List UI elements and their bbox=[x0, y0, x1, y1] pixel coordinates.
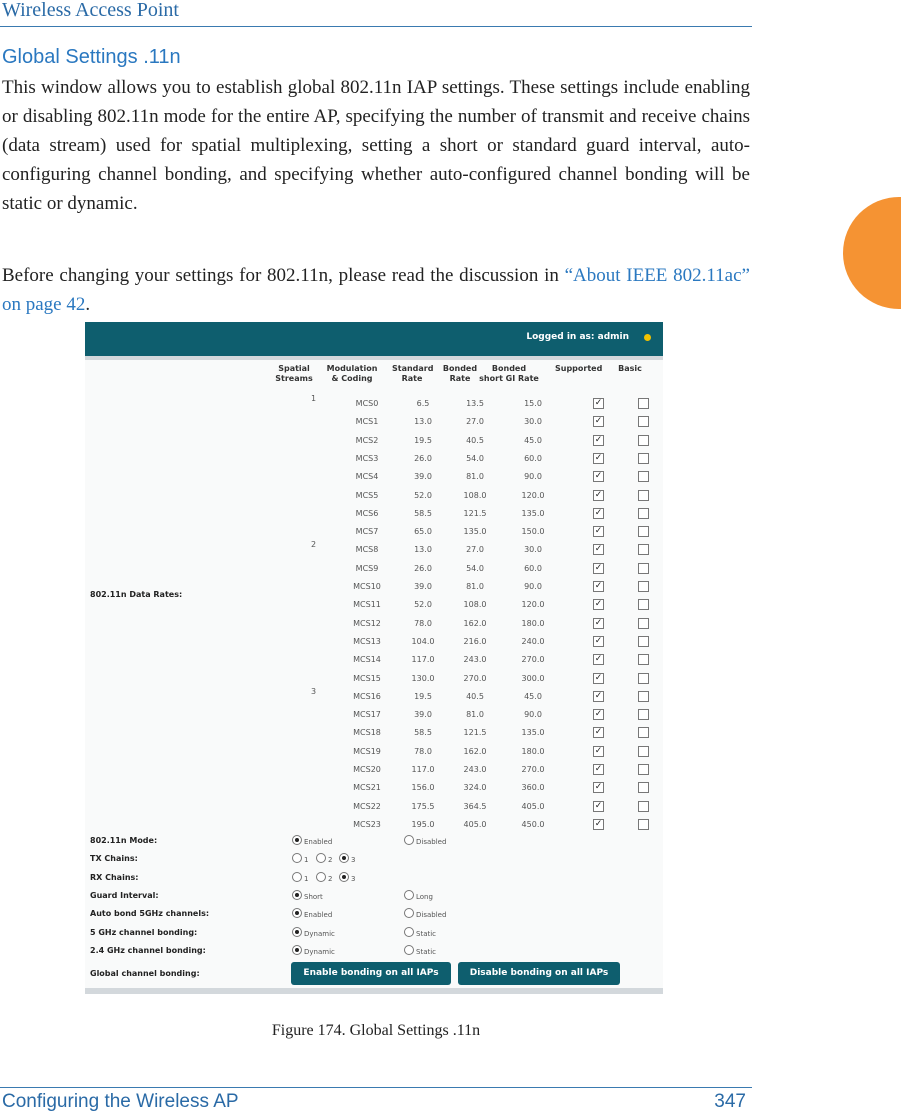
supported-checkbox[interactable]: ✓ bbox=[594, 581, 603, 591]
bonded-sgi-rate: 120.0 bbox=[521, 490, 545, 500]
bonded-sgi-rate: 45.0 bbox=[524, 691, 542, 701]
basic-checkbox[interactable] bbox=[638, 490, 649, 501]
supported-checkbox[interactable]: ✓ bbox=[594, 672, 603, 683]
standard-rate: 58.5 bbox=[414, 728, 432, 738]
mcs-index: MCS22 bbox=[353, 801, 381, 811]
basic-checkbox[interactable] bbox=[638, 709, 649, 720]
supported-checkbox[interactable]: ✓ bbox=[594, 526, 603, 537]
basic-checkbox[interactable] bbox=[638, 599, 649, 610]
setting-option-label: Long bbox=[416, 892, 433, 901]
footer-rule bbox=[0, 1087, 752, 1088]
settings-screenshot bbox=[85, 322, 663, 994]
setting-radio[interactable] bbox=[316, 872, 326, 882]
supported-checkbox[interactable]: ✓ bbox=[594, 818, 603, 829]
standard-rate: 78.0 bbox=[414, 618, 432, 628]
setting-option-label: Static bbox=[416, 929, 437, 938]
section-title: Global Settings .11n bbox=[2, 46, 181, 68]
supported-checkbox[interactable]: ✓ bbox=[594, 544, 603, 555]
mcs-index: MCS19 bbox=[353, 746, 381, 756]
page-number: 347 bbox=[714, 1091, 746, 1112]
setting-radio[interactable] bbox=[339, 872, 349, 882]
setting-option-label: Dynamic bbox=[304, 929, 335, 938]
mcs-index: MCS18 bbox=[353, 728, 381, 738]
bottom-bar bbox=[85, 988, 663, 994]
standard-rate: 117.0 bbox=[411, 655, 435, 665]
column-header: Spatial Streams bbox=[275, 364, 313, 383]
bonded-sgi-rate: 60.0 bbox=[524, 563, 542, 573]
basic-checkbox[interactable] bbox=[638, 654, 649, 665]
basic-checkbox[interactable] bbox=[638, 398, 649, 409]
basic-checkbox[interactable] bbox=[638, 673, 649, 684]
mcs-index: MCS16 bbox=[353, 691, 381, 701]
enable-bonding-button[interactable]: Enable bonding on all IAPs bbox=[291, 962, 451, 985]
basic-checkbox[interactable] bbox=[638, 581, 649, 592]
setting-radio[interactable] bbox=[404, 835, 414, 845]
disable-bonding-button[interactable]: Disable bonding on all IAPs bbox=[458, 962, 620, 985]
bonded-rate: 27.0 bbox=[466, 545, 484, 555]
setting-label: Auto bond 5GHz channels: bbox=[90, 909, 210, 919]
setting-option-label: Disabled bbox=[416, 911, 447, 920]
figure-caption: Figure 174. Global Settings .11n bbox=[271, 1022, 481, 1039]
bonded-rate: 135.0 bbox=[463, 527, 487, 537]
bonded-sgi-rate: 300.0 bbox=[521, 673, 545, 683]
mcs-index: MCS5 bbox=[355, 490, 379, 500]
mcs-index: MCS15 bbox=[353, 673, 381, 683]
setting-option-label: 2 bbox=[328, 856, 333, 865]
supported-checkbox[interactable]: ✓ bbox=[594, 690, 603, 701]
standard-rate: 13.0 bbox=[414, 417, 432, 427]
setting-radio[interactable] bbox=[404, 908, 414, 918]
bonded-sgi-rate: 450.0 bbox=[521, 819, 545, 829]
standard-rate: 26.0 bbox=[414, 563, 432, 573]
bonded-rate: 108.0 bbox=[463, 600, 487, 610]
setting-label: TX Chains: bbox=[90, 854, 138, 864]
supported-checkbox[interactable]: ✓ bbox=[594, 635, 603, 646]
mcs-index: MCS2 bbox=[355, 435, 379, 445]
setting-option-label: Disabled bbox=[416, 838, 447, 846]
standard-rate: 52.0 bbox=[414, 600, 432, 610]
bonded-rate: 243.0 bbox=[463, 655, 487, 665]
basic-checkbox[interactable] bbox=[638, 508, 649, 519]
bonded-rate: 54.0 bbox=[466, 563, 484, 573]
mcs-index: MCS7 bbox=[355, 527, 379, 537]
bonded-rate: 270.0 bbox=[463, 673, 487, 683]
setting-label: 802.11n Mode: bbox=[90, 836, 158, 845]
mcs-index: MCS10 bbox=[353, 582, 381, 591]
setting-option-label: Static bbox=[416, 947, 437, 956]
header-title: Wireless Access Point bbox=[2, 0, 179, 21]
mcs-index: MCS11 bbox=[353, 600, 381, 610]
logged-in-label: Logged in as: admin bbox=[526, 332, 629, 342]
standard-rate: 19.5 bbox=[414, 435, 432, 445]
data-rates-label: 802.11n Data Rates: bbox=[90, 590, 183, 599]
bonded-rate: 81.0 bbox=[466, 472, 484, 482]
basic-checkbox[interactable] bbox=[638, 801, 649, 812]
setting-option-label: Dynamic bbox=[304, 947, 335, 956]
setting-radio[interactable] bbox=[292, 927, 302, 937]
standard-rate: 104.0 bbox=[411, 636, 435, 646]
supported-checkbox[interactable]: ✓ bbox=[594, 398, 603, 408]
basic-checkbox[interactable] bbox=[638, 416, 649, 427]
basic-checkbox[interactable] bbox=[638, 453, 649, 464]
setting-radio[interactable] bbox=[292, 853, 302, 863]
mcs-index: MCS17 bbox=[353, 710, 381, 720]
note-paragraph bbox=[2, 261, 750, 319]
supported-checkbox[interactable]: ✓ bbox=[594, 471, 603, 482]
intro-paragraph: This window allows you to establish global 802.11n IAP settings. These settings include enabling or disabling 802.11n mode for the entire AP, specifying the number of transmit and receive chains (data stream) used for spatial multiplexing, setting a short or standard guard interval, auto-configuring channel bonding, and specifying whether auto-configured channel bonding will be static or dynamic. bbox=[2, 77, 750, 214]
bonded-sgi-rate: 90.0 bbox=[524, 472, 542, 482]
setting-radio[interactable] bbox=[292, 945, 302, 955]
note-period: . bbox=[85, 294, 91, 315]
basic-checkbox[interactable] bbox=[638, 727, 649, 738]
mcs-index: MCS13 bbox=[353, 636, 381, 646]
supported-checkbox[interactable]: ✓ bbox=[594, 727, 603, 738]
bonded-rate: 243.0 bbox=[463, 765, 487, 774]
column-header: Bonded short GI Rate bbox=[479, 364, 539, 383]
setting-radio[interactable] bbox=[404, 927, 414, 937]
bonded-rate: 13.5 bbox=[466, 399, 484, 408]
mcs-index: MCS9 bbox=[355, 563, 379, 573]
standard-rate: 175.5 bbox=[411, 801, 435, 811]
bonded-sgi-rate: 240.0 bbox=[521, 636, 545, 646]
mcs-index: MCS12 bbox=[353, 618, 381, 628]
supported-checkbox[interactable]: ✓ bbox=[594, 416, 603, 427]
standard-rate: 117.0 bbox=[411, 765, 435, 774]
standard-rate: 58.5 bbox=[414, 508, 432, 518]
standard-rate: 130.0 bbox=[411, 673, 435, 683]
bonded-sgi-rate: 90.0 bbox=[524, 582, 542, 591]
basic-checkbox[interactable] bbox=[638, 563, 649, 574]
setting-radio[interactable] bbox=[404, 945, 414, 955]
setting-option-label: Enabled bbox=[304, 838, 333, 846]
bonded-rate: 81.0 bbox=[466, 710, 484, 720]
supported-checkbox[interactable]: ✓ bbox=[594, 745, 603, 756]
mcs-index: MCS14 bbox=[353, 655, 381, 665]
setting-label: 2.4 GHz channel bonding: bbox=[90, 945, 206, 955]
setting-option-label: 2 bbox=[328, 874, 333, 883]
bonded-sgi-rate: 180.0 bbox=[521, 618, 545, 628]
mcs-index: MCS1 bbox=[355, 417, 379, 427]
note-text: Before changing your settings for 802.11n, please read the discussion in bbox=[2, 265, 565, 286]
bonded-sgi-rate: 150.0 bbox=[521, 527, 545, 537]
mcs-index: MCS8 bbox=[355, 545, 379, 555]
top-bar bbox=[85, 322, 663, 356]
setting-radio[interactable] bbox=[404, 890, 414, 900]
setting-radio[interactable] bbox=[316, 853, 326, 863]
column-header: Bonded Rate bbox=[442, 364, 478, 383]
bonded-rate: 364.5 bbox=[463, 801, 487, 811]
standard-rate: 13.0 bbox=[414, 545, 432, 555]
bonded-rate: 162.0 bbox=[463, 618, 487, 628]
standard-rate: 156.0 bbox=[411, 783, 435, 793]
supported-checkbox[interactable]: ✓ bbox=[594, 489, 603, 500]
supported-checkbox[interactable]: ✓ bbox=[594, 599, 603, 610]
basic-checkbox[interactable] bbox=[638, 435, 649, 446]
standard-rate: 39.0 bbox=[414, 710, 432, 720]
bonded-rate: 121.5 bbox=[463, 508, 487, 518]
bonded-rate: 162.0 bbox=[463, 746, 487, 756]
bonded-sgi-rate: 405.0 bbox=[521, 801, 545, 811]
bonded-rate: 405.0 bbox=[463, 819, 487, 829]
bonded-sgi-rate: 360.0 bbox=[521, 783, 545, 793]
bonded-rate: 40.5 bbox=[466, 691, 484, 701]
supported-checkbox[interactable]: ✓ bbox=[594, 452, 603, 463]
setting-option-label: Short bbox=[304, 892, 323, 901]
bonded-sgi-rate: 270.0 bbox=[521, 655, 545, 665]
bonded-sgi-rate: 30.0 bbox=[524, 545, 542, 555]
basic-checkbox[interactable] bbox=[638, 618, 649, 629]
global-bonding-label: Global channel bonding: bbox=[90, 969, 200, 978]
standard-rate: 39.0 bbox=[414, 472, 432, 482]
setting-option-label: Enabled bbox=[304, 911, 333, 920]
bonded-sgi-rate: 90.0 bbox=[524, 710, 542, 720]
setting-radio[interactable] bbox=[292, 872, 302, 882]
setting-option-label: 1 bbox=[304, 874, 309, 883]
mcs-index: MCS3 bbox=[355, 453, 379, 463]
setting-label: 5 GHz channel bonding: bbox=[90, 927, 198, 937]
supported-checkbox[interactable]: ✓ bbox=[594, 654, 603, 665]
mcs-index: MCS23 bbox=[353, 819, 381, 829]
basic-checkbox[interactable] bbox=[638, 544, 649, 555]
bonded-sgi-rate: 180.0 bbox=[521, 746, 545, 756]
chapter-tab-marker bbox=[843, 197, 901, 309]
running-header bbox=[0, 0, 752, 27]
basic-checkbox[interactable] bbox=[638, 782, 649, 793]
standard-rate: 195.0 bbox=[411, 819, 435, 829]
bonded-sgi-rate: 15.0 bbox=[524, 399, 542, 408]
bonded-rate: 324.0 bbox=[463, 783, 487, 793]
basic-checkbox[interactable] bbox=[638, 471, 649, 482]
bonded-sgi-rate: 135.0 bbox=[521, 508, 545, 518]
supported-checkbox[interactable]: ✓ bbox=[594, 764, 603, 774]
basic-checkbox[interactable] bbox=[638, 636, 649, 647]
supported-checkbox[interactable]: ✓ bbox=[594, 782, 603, 793]
spatial-stream-count: 1 bbox=[311, 394, 317, 403]
setting-option-label: 1 bbox=[304, 856, 309, 865]
setting-label: Guard Interval: bbox=[90, 890, 159, 900]
column-header: Supported bbox=[555, 364, 603, 373]
bonded-sgi-rate: 270.0 bbox=[521, 765, 545, 774]
standard-rate: 65.0 bbox=[414, 527, 432, 537]
bonded-sgi-rate: 60.0 bbox=[524, 453, 542, 463]
bonded-sgi-rate: 45.0 bbox=[524, 435, 542, 445]
setting-label: RX Chains: bbox=[90, 872, 139, 882]
basic-checkbox[interactable] bbox=[638, 819, 649, 830]
mcs-index: MCS6 bbox=[355, 508, 379, 518]
mcs-index: MCS0 bbox=[355, 399, 379, 408]
supported-checkbox[interactable]: ✓ bbox=[594, 800, 603, 811]
bonded-rate: 40.5 bbox=[466, 435, 484, 445]
bonded-rate: 121.5 bbox=[463, 728, 487, 738]
spatial-stream-count: 3 bbox=[311, 686, 317, 696]
setting-option-label: 3 bbox=[351, 874, 356, 883]
standard-rate: 19.5 bbox=[414, 691, 432, 701]
footer-section: Configuring the Wireless AP bbox=[2, 1091, 239, 1112]
column-header: Modulation & Coding bbox=[326, 364, 378, 383]
bonded-sgi-rate: 135.0 bbox=[521, 728, 545, 738]
bonded-sgi-rate: 30.0 bbox=[524, 417, 542, 427]
bonded-rate: 81.0 bbox=[466, 582, 484, 591]
setting-radio[interactable] bbox=[292, 908, 302, 918]
supported-checkbox[interactable]: ✓ bbox=[594, 507, 603, 518]
about-ieee-link[interactable]: “About IEEE 802.11ac” on page 42 bbox=[2, 265, 750, 315]
supported-checkbox[interactable]: ✓ bbox=[594, 562, 603, 573]
mcs-index: MCS20 bbox=[353, 765, 381, 774]
spatial-stream-count: 2 bbox=[311, 540, 317, 550]
bonded-sgi-rate: 120.0 bbox=[521, 600, 545, 610]
supported-checkbox[interactable]: ✓ bbox=[594, 709, 603, 720]
standard-rate: 78.0 bbox=[414, 746, 432, 756]
supported-checkbox[interactable]: ✓ bbox=[594, 617, 603, 628]
standard-rate: 26.0 bbox=[414, 453, 432, 463]
bonded-rate: 108.0 bbox=[463, 490, 487, 500]
setting-option-label: 3 bbox=[351, 856, 356, 865]
status-dot-icon bbox=[644, 334, 651, 341]
standard-rate: 39.0 bbox=[414, 582, 432, 591]
bonded-rate: 216.0 bbox=[463, 636, 487, 646]
bonded-rate: 27.0 bbox=[466, 417, 484, 427]
standard-rate: 6.5 bbox=[416, 399, 430, 408]
bonded-rate: 54.0 bbox=[466, 453, 484, 463]
setting-radio[interactable] bbox=[292, 835, 302, 845]
mcs-index: MCS21 bbox=[353, 783, 381, 793]
basic-checkbox[interactable] bbox=[638, 691, 649, 702]
basic-checkbox[interactable] bbox=[638, 526, 649, 537]
basic-checkbox[interactable] bbox=[638, 746, 649, 757]
setting-radio[interactable] bbox=[292, 890, 302, 900]
sub-bar bbox=[85, 356, 663, 360]
supported-checkbox[interactable]: ✓ bbox=[594, 434, 603, 445]
basic-checkbox[interactable] bbox=[638, 764, 649, 775]
standard-rate: 52.0 bbox=[414, 490, 432, 500]
column-header: Basic bbox=[618, 364, 642, 373]
column-header: Standard Rate bbox=[392, 364, 434, 383]
mcs-index: MCS4 bbox=[355, 472, 379, 482]
setting-radio[interactable] bbox=[339, 853, 349, 863]
